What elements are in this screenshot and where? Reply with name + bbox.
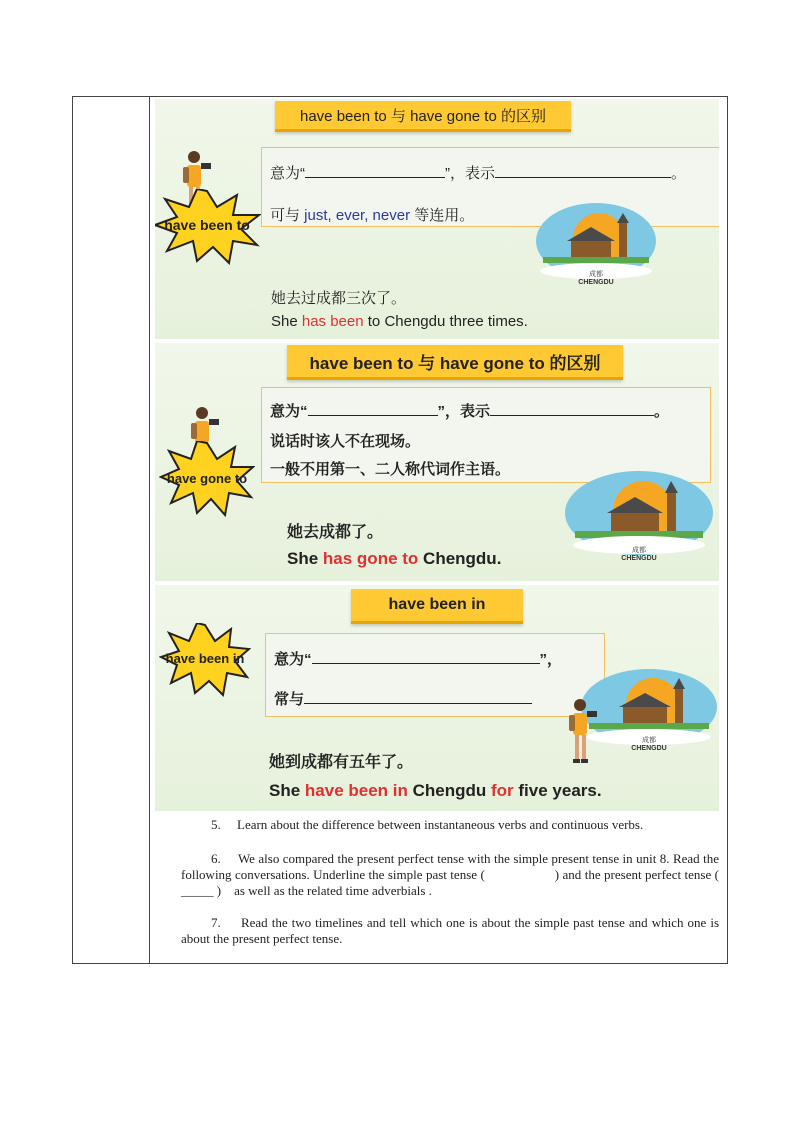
slide-have-been-in (155, 585, 719, 811)
usage-suffix: 等连用。 (410, 207, 475, 224)
meaning-end: 。 (654, 403, 670, 420)
usage-prefix: 常与 (274, 691, 305, 708)
lesson-table (72, 96, 728, 964)
rule-line: 说话时该人不在现场。 (270, 433, 421, 450)
example-chinese: 她去过成都三次了。 (271, 290, 407, 307)
example-text: Chengdu. (418, 549, 502, 568)
example-text: She (269, 781, 305, 800)
task-5 (181, 817, 719, 833)
example-highlight: have been in (304, 781, 408, 800)
example-highlight: has been (301, 313, 364, 330)
badge-label: have gone to (166, 471, 248, 486)
definition-box (265, 633, 605, 717)
meaning-prefix: 意为“ (274, 651, 312, 668)
slide-have-gone-to (155, 343, 719, 581)
task-text: ) and the present perfect tense ( _____ ) (181, 867, 719, 898)
answer-blank[interactable] (490, 401, 654, 416)
city-label-en: CHENGDU (621, 555, 657, 562)
usage-prefix: 可与 (270, 207, 305, 224)
badge-burst (155, 189, 261, 265)
answer-blank[interactable] (312, 649, 540, 664)
meaning-line (274, 648, 562, 669)
task-text: Learn about the difference between instantaneous verbs and continuous verbs. (237, 817, 644, 832)
example-highlight: has gone to (322, 549, 419, 568)
example-english (269, 781, 602, 801)
meaning-end: 。 (671, 165, 687, 182)
answer-blank[interactable] (305, 163, 445, 178)
usage-words: just, ever, never (304, 207, 411, 224)
answer-blank[interactable] (495, 163, 671, 178)
example-text: to Chengdu three times. (363, 313, 528, 330)
example-english (271, 313, 528, 330)
meaning-suffix: ”，表示 (445, 165, 495, 182)
answer-blank[interactable] (308, 401, 438, 416)
city-label-en: CHENGDU (631, 745, 667, 752)
task-number: 6. (211, 851, 221, 866)
answer-blank[interactable] (304, 689, 532, 704)
column-divider (149, 97, 150, 963)
task-number: 7. (211, 915, 221, 930)
meaning-suffix: ”， (539, 651, 563, 668)
slide-title: have been to 与 have gone to 的区别 (287, 345, 623, 380)
city-label-cn: 成都 (642, 737, 656, 744)
badge-label: have been to (164, 217, 250, 233)
slide-title: have been to 与 have gone to 的区别 (275, 101, 571, 132)
meaning-line (270, 162, 686, 183)
meaning-prefix: 意为“ (270, 165, 305, 182)
example-chinese: 她去成都了。 (287, 524, 384, 541)
example-text: Chengdu (407, 781, 491, 800)
slide-have-been-to (155, 99, 719, 339)
meaning-prefix: 意为“ (270, 403, 308, 420)
task-number: 5. (211, 817, 221, 832)
badge-burst (159, 441, 255, 517)
usage-line (274, 688, 532, 709)
example-text: She (287, 549, 323, 568)
example-highlight-for: for (491, 781, 514, 800)
usage-line (270, 204, 474, 225)
example-chinese: 她到成都有五年了。 (269, 754, 414, 771)
example-text: five years. (513, 781, 602, 800)
city-label-en: CHENGDU (578, 279, 614, 286)
task-text: Read the two timelines and tell which one is about the simple past tense and which one is about the present perfect tense. (181, 915, 720, 946)
task-text: We also compared the present perfect tense with the simple present tense in unit 8. Read the following conversations. Underline the simple past tense ( (181, 851, 719, 882)
task-7 (181, 915, 719, 947)
badge-label: have been in (165, 651, 245, 666)
chengdu-landmark-illustration (563, 467, 715, 567)
chengdu-landmark-illustration (533, 199, 659, 291)
example-english (287, 549, 501, 569)
traveler-illustration (563, 697, 603, 771)
meaning-line (270, 400, 669, 421)
task-6 (181, 851, 719, 899)
rule-line: 一般不用第一、二人称代词作主语。 (270, 461, 511, 478)
badge-burst (159, 623, 251, 697)
city-label-cn: 成都 (632, 547, 646, 554)
example-text: She (271, 313, 302, 330)
city-label-cn: 成都 (589, 271, 603, 278)
slide-title: have been in (351, 589, 523, 624)
meaning-suffix: ”，表示 (437, 403, 491, 420)
task-text: as well as the related time adverbials . (234, 883, 432, 898)
